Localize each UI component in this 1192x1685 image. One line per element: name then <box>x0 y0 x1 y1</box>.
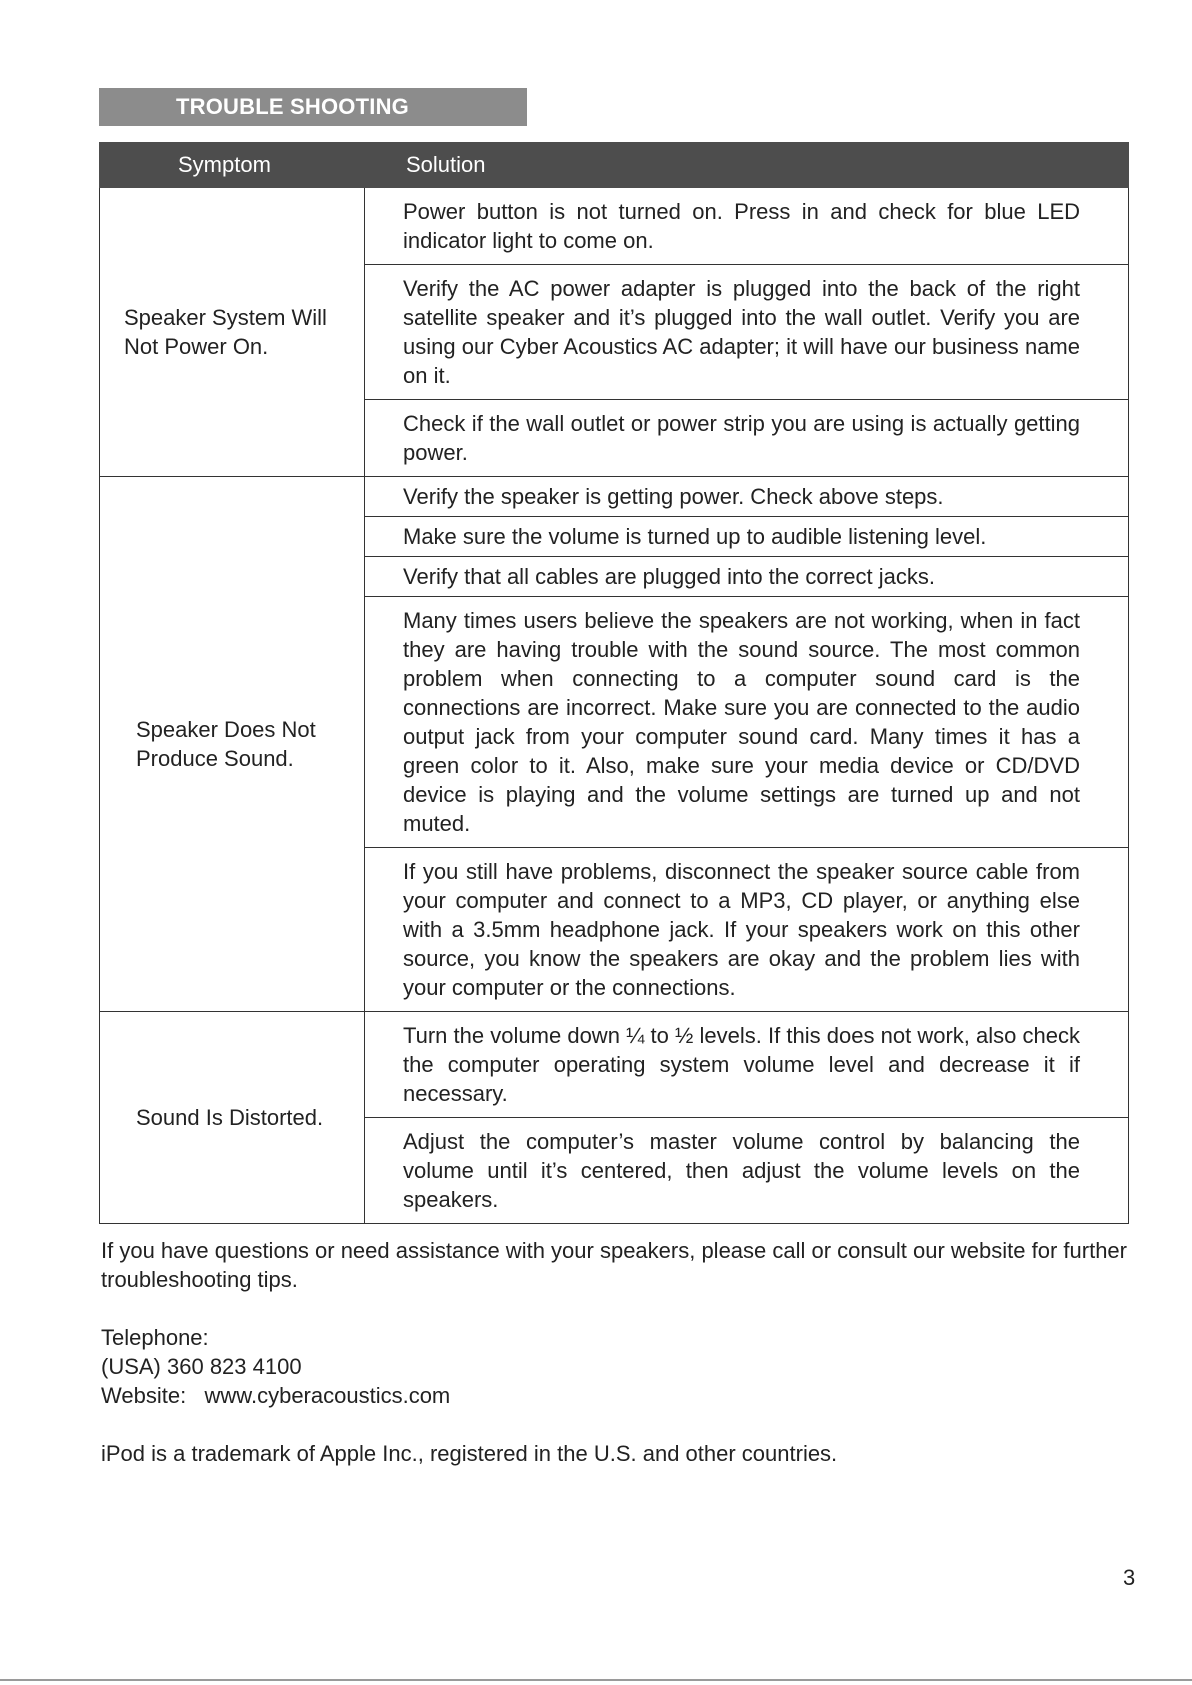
table-row <box>100 1012 1129 1118</box>
solution-cell: Verify the speaker is getting power. Check above steps. <box>365 477 1129 517</box>
bottom-rule <box>0 1679 1192 1681</box>
solution-cell: Power button is not turned on. Press in and check for blue LED indicator light to come on. <box>365 188 1129 265</box>
website-text: Website: www.cyberacoustics.com <box>101 1383 451 1408</box>
solution-header: Solution <box>365 143 1129 188</box>
assistance-text: If you have questions or need assistance with your speakers, please call or consult our website for further troubleshooting tips. <box>101 1238 1127 1292</box>
telephone-number: (USA) 360 823 4100 <box>101 1354 302 1379</box>
solution-cell: Verify that all cables are plugged into the correct jacks. <box>365 557 1129 597</box>
solution-cell: If you still have problems, disconnect the speaker source cable from your computer and connect to a MP3, CD player, or anything else with a 3.5mm headphone jack. If your speakers work on this other source, you know the speakers are okay and the problem lies with your computer or the connections. <box>365 848 1129 1012</box>
solution-cell: Verify the AC power adapter is plugged into the back of the right satellite speaker and it’s plugged into the wall outlet. Verify you are using our Cyber Acoustics AC adapter; it will have our business name on it. <box>365 265 1129 400</box>
section-title: TROUBLE SHOOTING <box>176 94 409 119</box>
footer-notes <box>101 1236 1131 1468</box>
symptom-cell: Speaker Does Not Produce Sound. <box>100 477 365 1012</box>
solution-cell: Make sure the volume is turned up to audible listening level. <box>365 517 1129 557</box>
symptom-header: Symptom <box>100 143 365 188</box>
solution-cell: Turn the volume down ¼ to ½ levels. If this does not work, also check the computer operating system volume level and decrease it if necessary. <box>365 1012 1129 1118</box>
troubleshooting-table <box>99 142 1129 1224</box>
solution-cell: Check if the wall outlet or power strip you are using is actually getting power. <box>365 400 1129 477</box>
trademark-text: iPod is a trademark of Apple Inc., registered in the U.S. and other countries. <box>101 1441 838 1466</box>
section-title-bar <box>99 88 527 126</box>
table-header-row <box>100 143 1129 188</box>
table-row <box>100 188 1129 265</box>
solution-cell: Adjust the computer’s master volume control by balancing the volume until it’s centered, then adjust the volume levels on the speakers. <box>365 1118 1129 1224</box>
solution-cell: Many times users believe the speakers are not working, when in fact they are having trouble with the sound source. The most common problem when connecting to a computer sound card is the connections are incorrect. Make sure you are connected to the audio output jack from your computer sound card. Many times it has a green color to it. Also, make sure your media device or CD/DVD device is playing and the volume settings are turned up and not muted. <box>365 597 1129 848</box>
page-number: 3 <box>1123 1565 1136 1590</box>
table-row <box>100 477 1129 517</box>
symptom-cell: Sound Is Distorted. <box>100 1012 365 1224</box>
symptom-cell: Speaker System Will Not Power On. <box>100 188 365 477</box>
telephone-label: Telephone: <box>101 1325 209 1350</box>
